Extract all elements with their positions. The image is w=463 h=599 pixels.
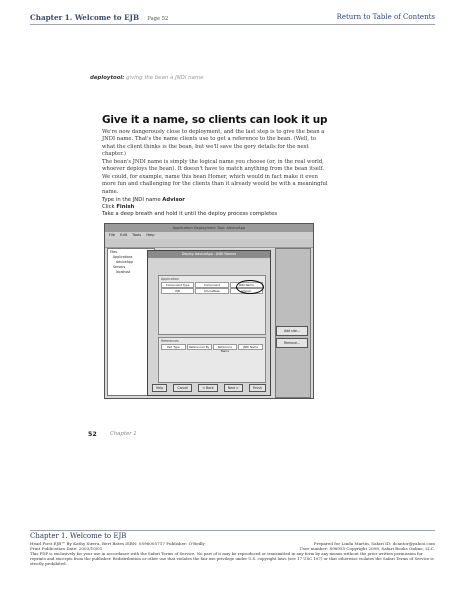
- footer-divider: [30, 530, 435, 531]
- deploytool-caption-text: giving the bean a JNDI name: [126, 75, 204, 81]
- dialog-title: Deploy AdviceApp - JNDI Names: [148, 251, 270, 258]
- references-pane: References Ref. Type Referenced By Reference Name JNDI Name: [158, 337, 266, 383]
- remove-button: Remove...: [276, 338, 308, 348]
- instruction-2: Click Finish: [102, 203, 135, 210]
- application-pane: Application Component Type Component JNDI Name EJB AdviceBean Advisor: [158, 275, 266, 335]
- return-to-toc-link[interactable]: Return to Table of Contents: [336, 13, 435, 21]
- section-heading: Give it a name, so clients can look it up: [102, 114, 328, 126]
- add-site-button: Add site...: [276, 326, 308, 336]
- dialog-button-row: [152, 384, 266, 392]
- footer-user-number: User number: 898955 Copyright 2008, Safari Books Online, LLC.: [299, 546, 435, 551]
- menu-file: File: [109, 233, 116, 237]
- deploytool-caption: [90, 75, 203, 81]
- cancel-button: Cancel: [173, 384, 192, 392]
- back-button: < Back: [198, 384, 217, 392]
- footer-legal-text: This PDF is exclusively for your use in accordance with the Safari Terms of Service. No part of it may be reproduced or transmitted in any form by any means without the prior written permission for reprints and excerpts from the publisher. Redistribution or other use that violates the fair use privilege under U.S. copyright laws (see 17 USC 107) or that otherwise violates the Safari Terms of Service is strictly prohibited.: [30, 551, 434, 567]
- help-button: Help: [152, 384, 167, 392]
- instruction-1: Type in the JNDI name Advisor: [102, 197, 185, 203]
- paragraph-2: The bean's JNDI name is simply the logical name you choose (or, in the real world, whoever deploys the bean). It doesn't have to match anything from the bean itself. We could, for example, name this bean Homer, which would in fact make it even more fun and challenging for the clients than it already would be with a meaningful name.: [102, 159, 328, 195]
- footer-prepared-for: Prepared for Linda Martin, Safari ID: dcantor@yahoo.com: [313, 541, 435, 546]
- table-row: EJB AdviceBean Advisor: [161, 288, 263, 294]
- menu-edit: Edit: [120, 233, 128, 237]
- table-header-row: Component Type Component JNDI Name: [161, 282, 263, 288]
- next-button: Next >: [224, 384, 243, 392]
- highlight-oval: [236, 280, 264, 294]
- header-chapter-title: Chapter 1. Welcome to EJB: [30, 13, 140, 22]
- screenshot-toolbar: [105, 239, 313, 248]
- screenshot-tree: Files Applications AdviceApp Servers localhost: [107, 248, 155, 396]
- instruction-3: Take a deep breath and hold it until the deploy process completes: [102, 210, 278, 217]
- screenshot-dialog: [147, 250, 271, 396]
- screenshot-titlebar: Application Deployment Tool: AdviceApp: [105, 224, 313, 233]
- header-divider: [30, 24, 435, 25]
- page-chapter-label: Chapter 1: [110, 431, 137, 437]
- footer-chapter-title: Chapter 1. Welcome to EJB: [30, 532, 127, 540]
- paragraph-1: We're now dangerously close to deployment, and the last step is to give the bean a JNDI name. That's the name clients use to get a reference to the bean. (Well, to what the client thinks is the bean, but we'll save the gory details for the next chapter.): [102, 129, 325, 158]
- footer-pub-date: Print Publication Date: 2003/10/01: [30, 546, 103, 551]
- menu-help: Help: [146, 233, 155, 237]
- menu-tools: Tools: [132, 233, 142, 237]
- deploytool-label: deploytool:: [90, 75, 125, 81]
- page-number: 52: [88, 431, 97, 438]
- instruction-1-value: Advisor: [162, 197, 185, 203]
- finish-button: Finish: [249, 384, 266, 392]
- instructions: [102, 197, 277, 217]
- instruction-2-value: Finish: [116, 203, 135, 210]
- header-page-ref: Page 52: [147, 16, 169, 22]
- references-header-row: Ref. Type Referenced By Reference Name JNDI Name: [161, 344, 263, 350]
- deploytool-screenshot: [104, 223, 314, 399]
- screenshot-right-panel: [275, 248, 311, 398]
- footer-book-line: Head First EJB™ By Kathy Sierra, Bert Bates ISBN: 0596005717 Publisher: O'Reilly: [30, 541, 205, 546]
- header-left: [30, 13, 168, 22]
